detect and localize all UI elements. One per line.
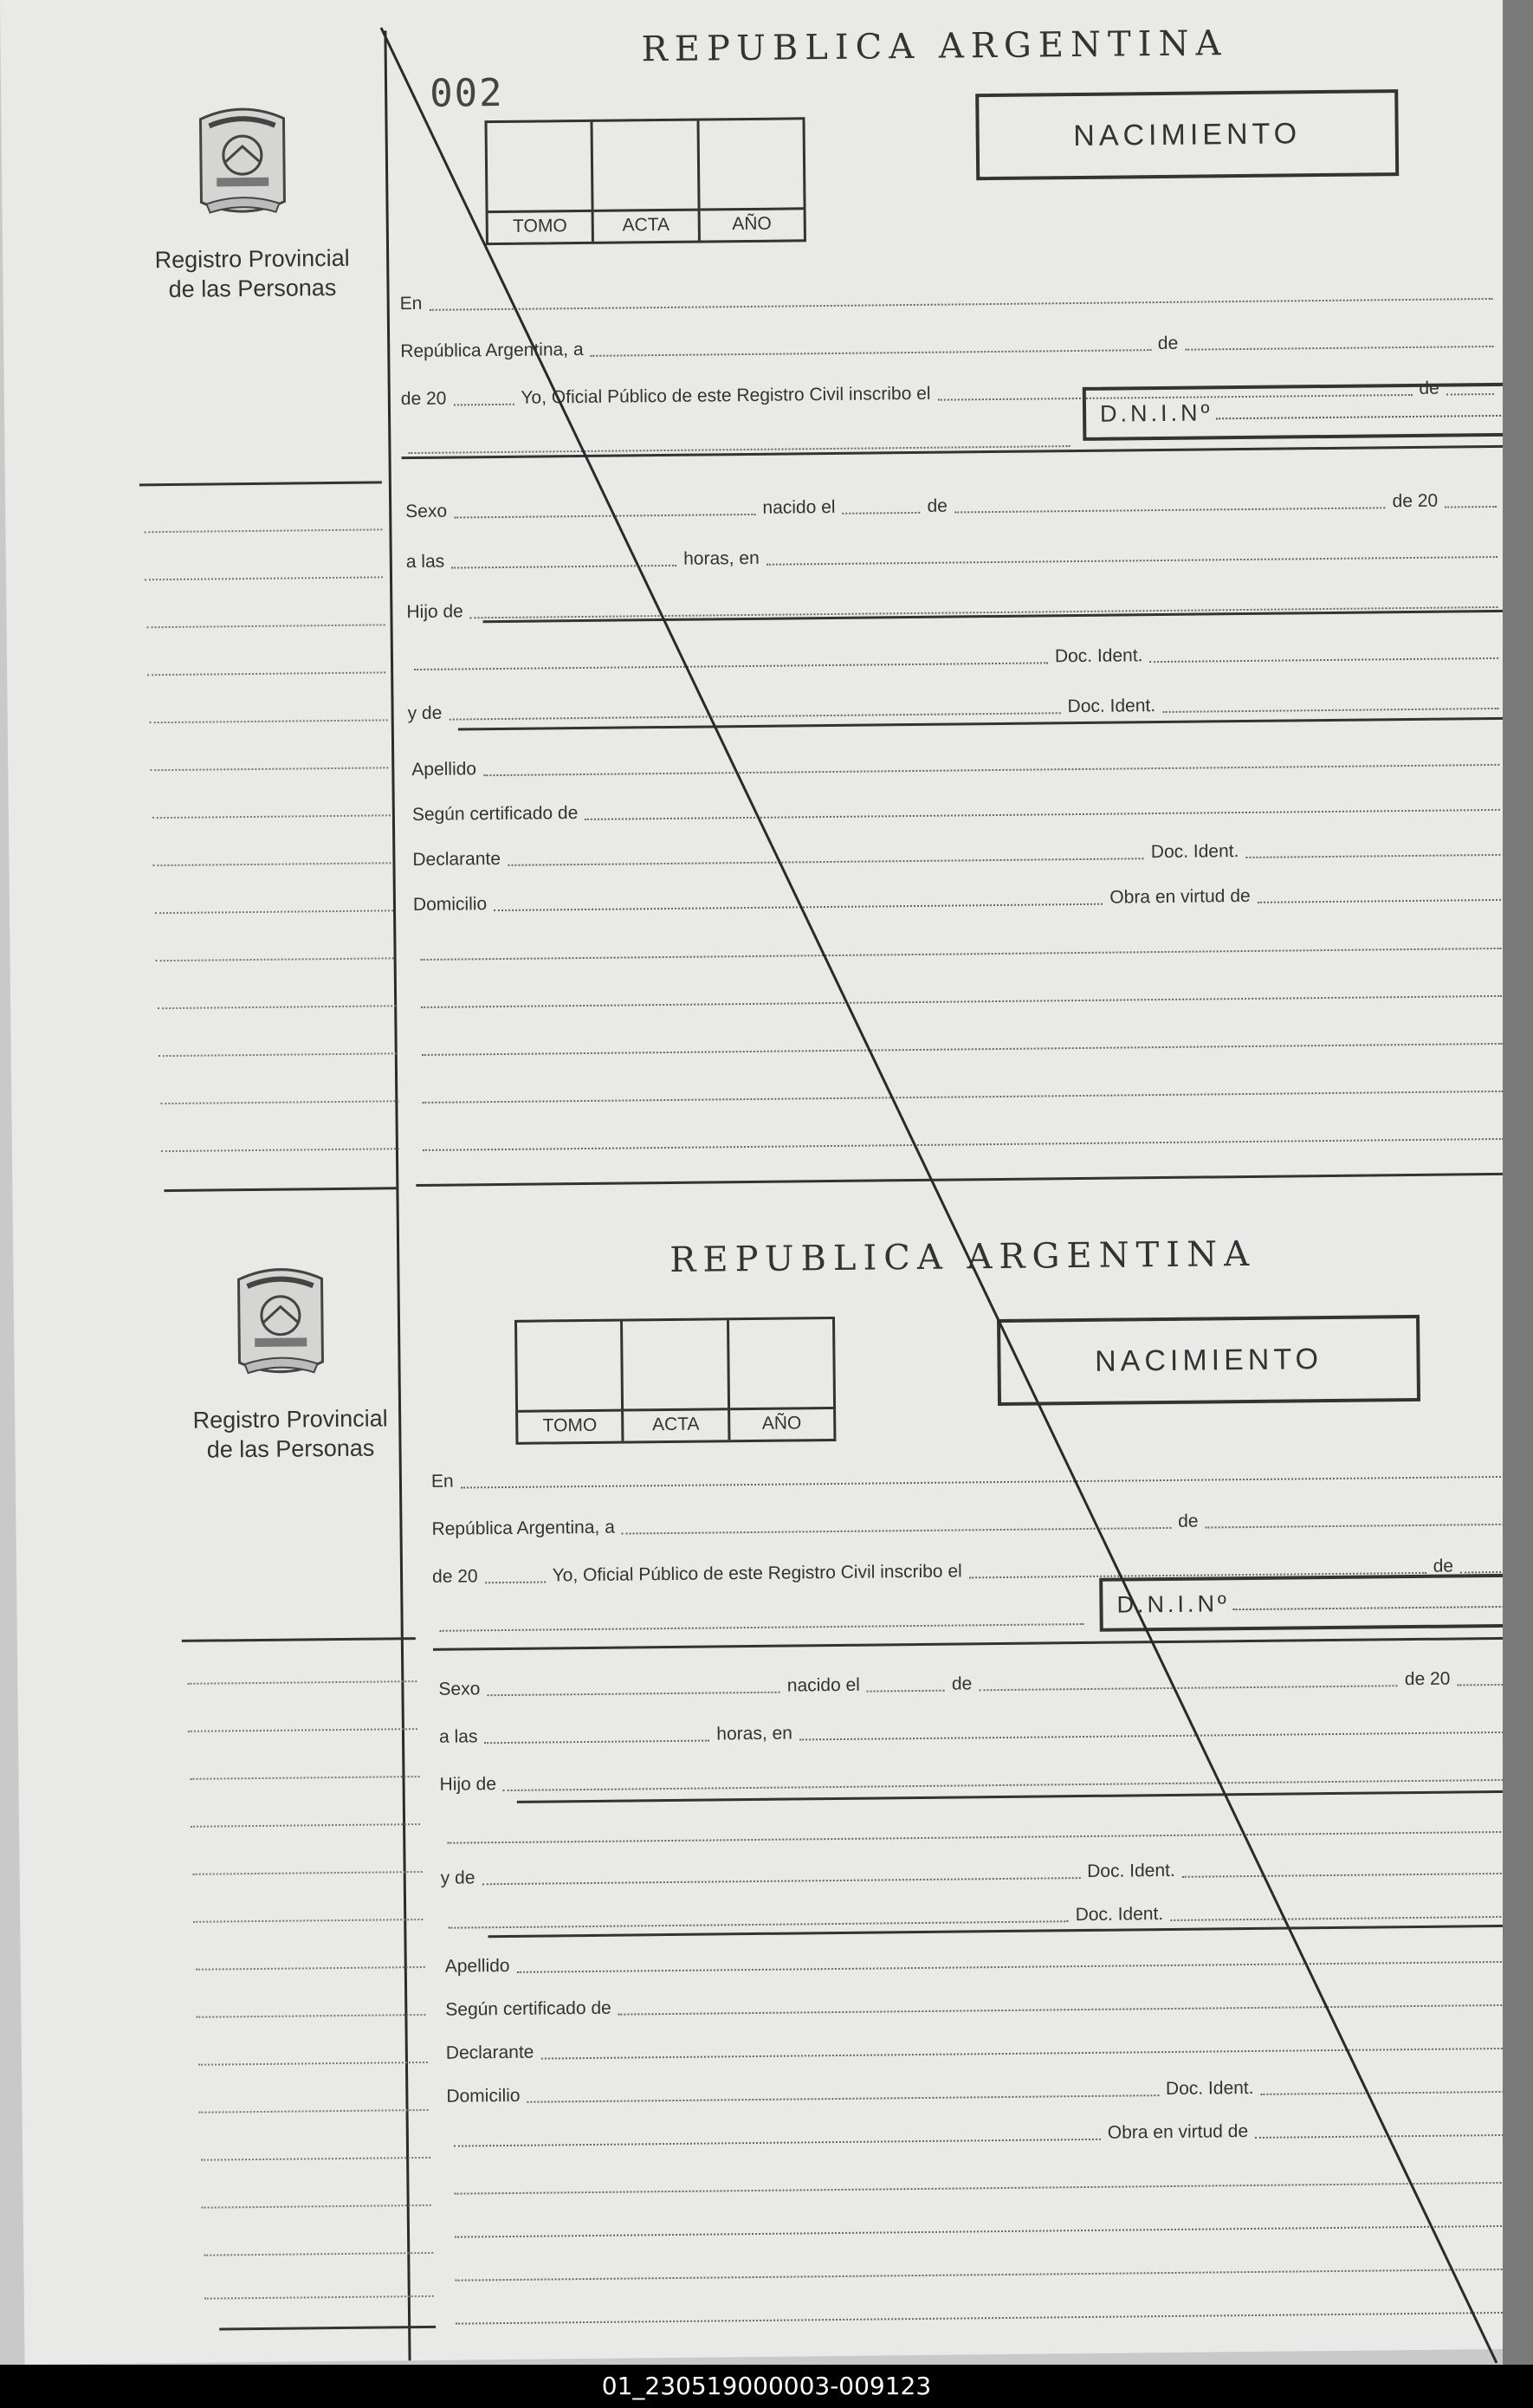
dni-label: D.N.I.Nº (1116, 1589, 1230, 1618)
field-label: horas, en (683, 547, 760, 569)
field-label: de (1433, 1556, 1454, 1576)
field-label: Doc. Ident. (1165, 2077, 1254, 2100)
country-title: REPUBLICA ARGENTINA (641, 23, 1228, 70)
field-label: Doc. Ident. (1067, 696, 1156, 717)
field-label: Obra en virtud de (1109, 885, 1251, 908)
document-type-box: NACIMIENTO (975, 89, 1399, 180)
field-label: Doc. Ident. (1075, 1904, 1164, 1926)
footer-id: 01_230519000003-009123 (0, 2365, 1533, 2408)
field-label: Según certificado de (411, 803, 579, 825)
field-label: Hijo de (439, 1774, 497, 1795)
acta-header: ACTA (624, 1408, 728, 1440)
field-label: de (927, 495, 948, 516)
field-label: de 20 (1404, 1668, 1451, 1690)
field-label: Domicilio (412, 894, 488, 916)
field-label: de 20 (1392, 490, 1439, 512)
field-label: a las (405, 551, 445, 573)
field-label: En (430, 1471, 454, 1492)
field-label: Yo, Oficial Público de este Registro Civil inscribo el (552, 1561, 962, 1586)
field-label: Yo, Oficial Público de este Registro Civil inscribo el (521, 383, 931, 408)
registry-name: Registro Provincial de las Personas (192, 1405, 388, 1463)
field-label: de (951, 1673, 973, 1694)
field-label: Sexo (405, 501, 448, 522)
field-label: de (1419, 378, 1439, 398)
field-label: Doc. Ident. (1087, 1860, 1175, 1881)
field-label: Obra en virtud de (1107, 2121, 1249, 2143)
field-label: Domicilio (446, 2085, 521, 2107)
field-label: En (399, 293, 423, 314)
field-label: Apellido (444, 1955, 510, 1977)
field-label: y de (407, 702, 443, 724)
field-label: República Argentina, a (400, 339, 584, 362)
field-label: nacido el (786, 1674, 861, 1696)
field-label: Declarante (412, 849, 501, 871)
ano-header: AÑO (700, 207, 804, 240)
registry-name: Registro Provincial de las Personas (154, 244, 350, 302)
field-label: de (1178, 1511, 1199, 1531)
field-label: Doc. Ident. (1054, 645, 1143, 667)
field-label: Doc. Ident. (1150, 841, 1239, 863)
field-label: de (1157, 333, 1179, 354)
dni-label: D.N.I.Nº (1099, 398, 1213, 427)
field-label: Declarante (445, 2042, 534, 2063)
field-label: Hijo de (406, 601, 463, 623)
field-label: horas, en (716, 1723, 793, 1745)
field-label: Sexo (438, 1679, 481, 1699)
field-label: República Argentina, a (431, 1517, 615, 1539)
field-label: nacido el (762, 496, 836, 518)
country-title: REPUBLICA ARGENTINA (669, 1233, 1257, 1280)
tomo-header: TOMO (518, 1409, 622, 1442)
field-label: de 20 (400, 388, 447, 410)
acta-header: ACTA (594, 209, 698, 242)
document-type-box: NACIMIENTO (997, 1315, 1420, 1406)
field-label: a las (438, 1726, 478, 1747)
ano-header: AÑO (730, 1407, 834, 1440)
tomo-header: TOMO (488, 210, 592, 243)
field-label: de 20 (431, 1566, 478, 1587)
handwritten-number: 002 (429, 70, 504, 116)
field-label: y de (440, 1867, 475, 1888)
field-label: Según certificado de (445, 1997, 611, 2020)
field-label: Apellido (411, 759, 477, 780)
